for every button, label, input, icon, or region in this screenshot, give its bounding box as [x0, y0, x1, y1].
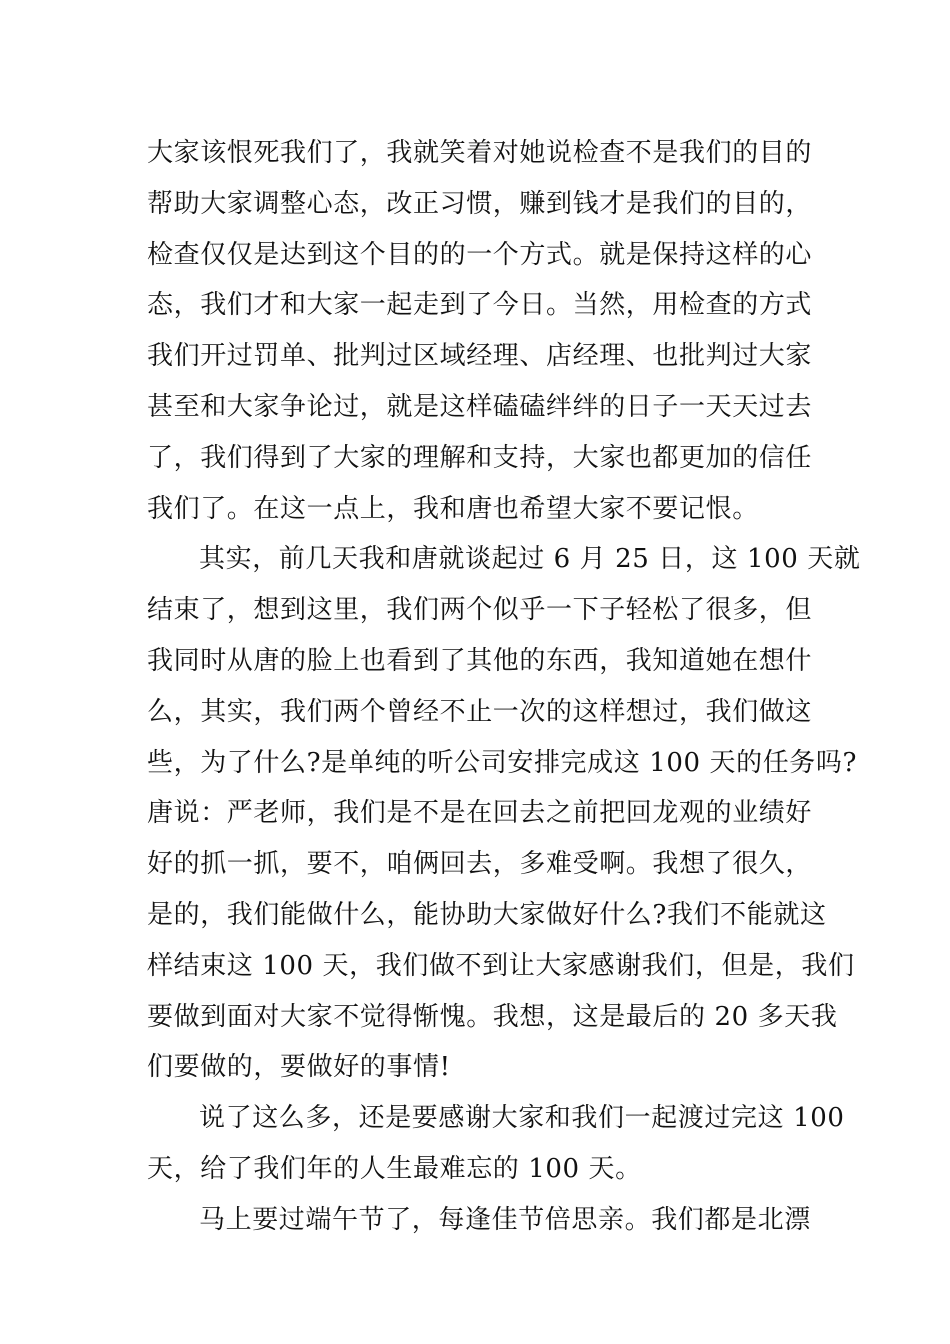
text-line: 唐说：严老师，我们是不是在回去之前把回龙观的业绩好	[147, 798, 813, 829]
body-text	[147, 128, 861, 1246]
text-line: 天，给了我们年的人生最难忘的 100 天。	[147, 1153, 642, 1184]
text-line: 大家该恨死我们了，我就笑着对她说检查不是我们的目的	[147, 138, 813, 168]
text-line: 我同时从唐的脸上也看到了其他的东西，我知道她在想什	[147, 645, 813, 676]
text-line: 了，我们得到了大家的理解和支持，大家也都更加的信任	[147, 442, 813, 473]
text-line: 我们开过罚单、批判过区域经理、店经理、也批判过大家	[147, 341, 813, 372]
text-line: 帮助大家调整心态，改正习惯，赚到钱才是我们的目的，	[147, 188, 813, 219]
text-line: 检查仅仅是达到这个目的的一个方式。就是保持这样的心	[147, 239, 813, 270]
text-line: 好的抓一抓，要不，咱俩回去，多难受啊。我想了很久，	[147, 849, 813, 880]
paragraph-start-line: 其实，前几天我和唐就谈起过 6 月 25 日，这 100 天就	[199, 544, 861, 575]
text-line: 么，其实，我们两个曾经不止一次的这样想过，我们做这	[147, 696, 813, 727]
text-line: 们要做的，要做好的事情!	[147, 1052, 451, 1083]
text-line: 态，我们才和大家一起走到了今日。当然，用检查的方式	[147, 290, 813, 321]
text-line: 是的，我们能做什么，能协助大家做好什么?我们不能就这	[147, 899, 827, 930]
paragraph-start-line: 说了这么多，还是要感谢大家和我们一起渡过完这 100	[199, 1103, 845, 1134]
text-line: 甚至和大家争论过，就是这样磕磕绊绊的日子一天天过去	[147, 391, 813, 422]
text-line: 我们了。在这一点上，我和唐也希望大家不要记恨。	[147, 493, 759, 524]
text-line: 些，为了什么?是单纯的听公司安排完成这 100 天的任务吗?	[147, 747, 858, 778]
text-line: 要做到面对大家不觉得惭愧。我想，这是最后的 20 多天我	[147, 1001, 838, 1032]
paragraph-start-line: 马上要过端午节了，每逢佳节倍思亲。我们都是北漂	[199, 1204, 811, 1235]
text-line: 样结束这 100 天，我们做不到让大家感谢我们，但是，我们	[147, 950, 855, 981]
text-line: 结束了，想到这里，我们两个似乎一下子轻松了很多，但	[147, 595, 813, 626]
